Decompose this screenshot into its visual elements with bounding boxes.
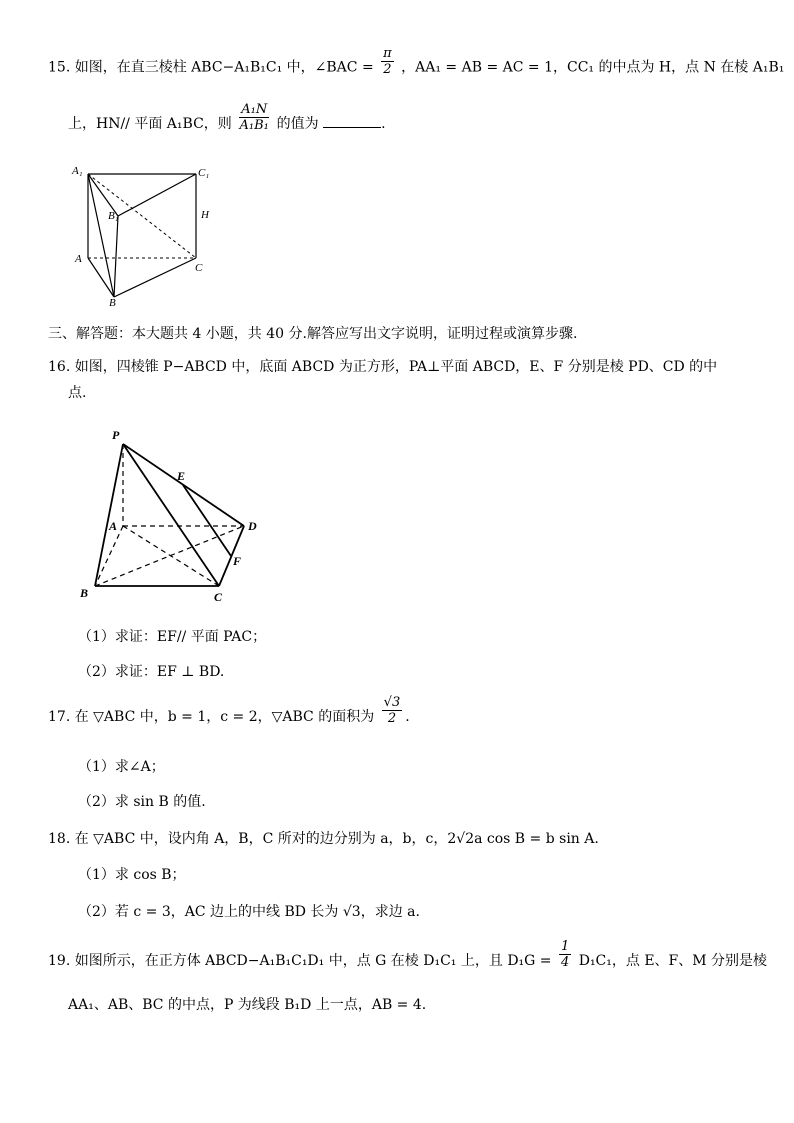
q15-text-c: 上，HN// 平面 A₁BC，则 (68, 116, 232, 132)
q18-part1: （1）求 cos B； (78, 867, 186, 883)
q15-text-d: 的值为 (276, 116, 319, 132)
q19-line1 (48, 938, 768, 970)
q15-label-A1: A₁ (72, 165, 83, 177)
q16-line2: 点. (68, 385, 87, 401)
q17-text-a: 17. 在 ▽ABC 中，b = 1，c = 2，▽ABC 的面积为 (48, 709, 375, 725)
q17-area-num: √3 (383, 694, 401, 710)
q15-ratio-fraction (239, 102, 269, 133)
q15-label-A: A (75, 253, 82, 265)
q16-label-D: D (248, 519, 257, 533)
q15-text-b: ，AA₁ = AB = AC = 1，CC₁ 的中点为 H，点 N 在棱 A₁B₁ (401, 59, 785, 76)
q18-line1: 18. 在 ▽ABC 中，设内角 A，B，C 所对的边分别为 a，b，c，2√2a cos B = b sin A. (48, 831, 599, 847)
q16-label-C: C (214, 590, 223, 604)
q15-label-C: C (195, 262, 203, 274)
q15-ratio-num: A₁N (241, 101, 268, 117)
q15-angle-den: 2 (383, 62, 392, 77)
q19-text-b: D₁C₁，点 E、F、M 分别是棱 (578, 953, 768, 969)
q16-label-A: A (109, 519, 118, 533)
q15-line2 (68, 101, 386, 133)
q15-text-e: . (381, 116, 386, 132)
q15-label-B: B (109, 297, 116, 309)
q15-angle-fraction (381, 46, 394, 77)
q15-answer-blank[interactable] (323, 113, 381, 128)
q16-part2: （2）求证：EF ⊥ BD. (78, 664, 225, 680)
q16-part1: （1）求证：EF// 平面 PAC； (78, 629, 267, 645)
q15-ratio-den: A₁B₁ (239, 117, 269, 133)
q19-frac-den: 4 (560, 954, 570, 970)
q15-label-C1: C₁ (198, 167, 210, 179)
q17-area-den: 2 (387, 710, 397, 726)
q17-part1: （1）求∠A； (78, 759, 165, 775)
q15-text-a: 15. 如图，在直三棱柱 ABC−A₁B₁C₁ 中，∠BAC = (48, 59, 374, 76)
q16-pyramid-figure (76, 422, 276, 607)
q15-label-H: H (201, 209, 209, 221)
q16-line1: 16. 如图，四棱锥 P−ABCD 中，底面 ABCD 为正方形，PA⊥平面 ABCD，E、F 分别是棱 PD、CD 的中 (48, 359, 718, 375)
q15-label-B1: B₁ (108, 210, 119, 222)
q17-text-b: . (405, 709, 410, 725)
q16-label-P: P (112, 428, 120, 442)
q15-angle-num: π (383, 46, 392, 61)
q19-frac-num: 1 (560, 938, 570, 954)
q15-line1 (48, 46, 785, 77)
q17-area-fraction (382, 695, 403, 726)
q18-part2: （2）若 c = 3，AC 边上的中线 BD 长为 √3，求边 a. (78, 904, 420, 920)
q19-line2: AA₁、AB、BC 的中点，P 为线段 B₁D 上一点，AB = 4. (68, 997, 427, 1013)
q17-line1 (48, 694, 410, 726)
q16-label-B: B (80, 586, 89, 600)
q19-fraction (559, 939, 571, 970)
q17-part2: （2）求 sin B 的值. (78, 794, 206, 810)
q16-label-E: E (177, 469, 186, 483)
q15-prism-figure (68, 160, 228, 310)
q16-label-F: F (233, 554, 242, 568)
section3-heading: 三、解答题：本大题共 4 小题，共 40 分.解答应写出文字说明，证明过程或演算步骤. (48, 326, 578, 342)
q19-text-a: 19. 如图所示，在正方体 ABCD−A₁B₁C₁D₁ 中，点 G 在棱 D₁C₁ 上，且 D₁G = (48, 953, 552, 969)
